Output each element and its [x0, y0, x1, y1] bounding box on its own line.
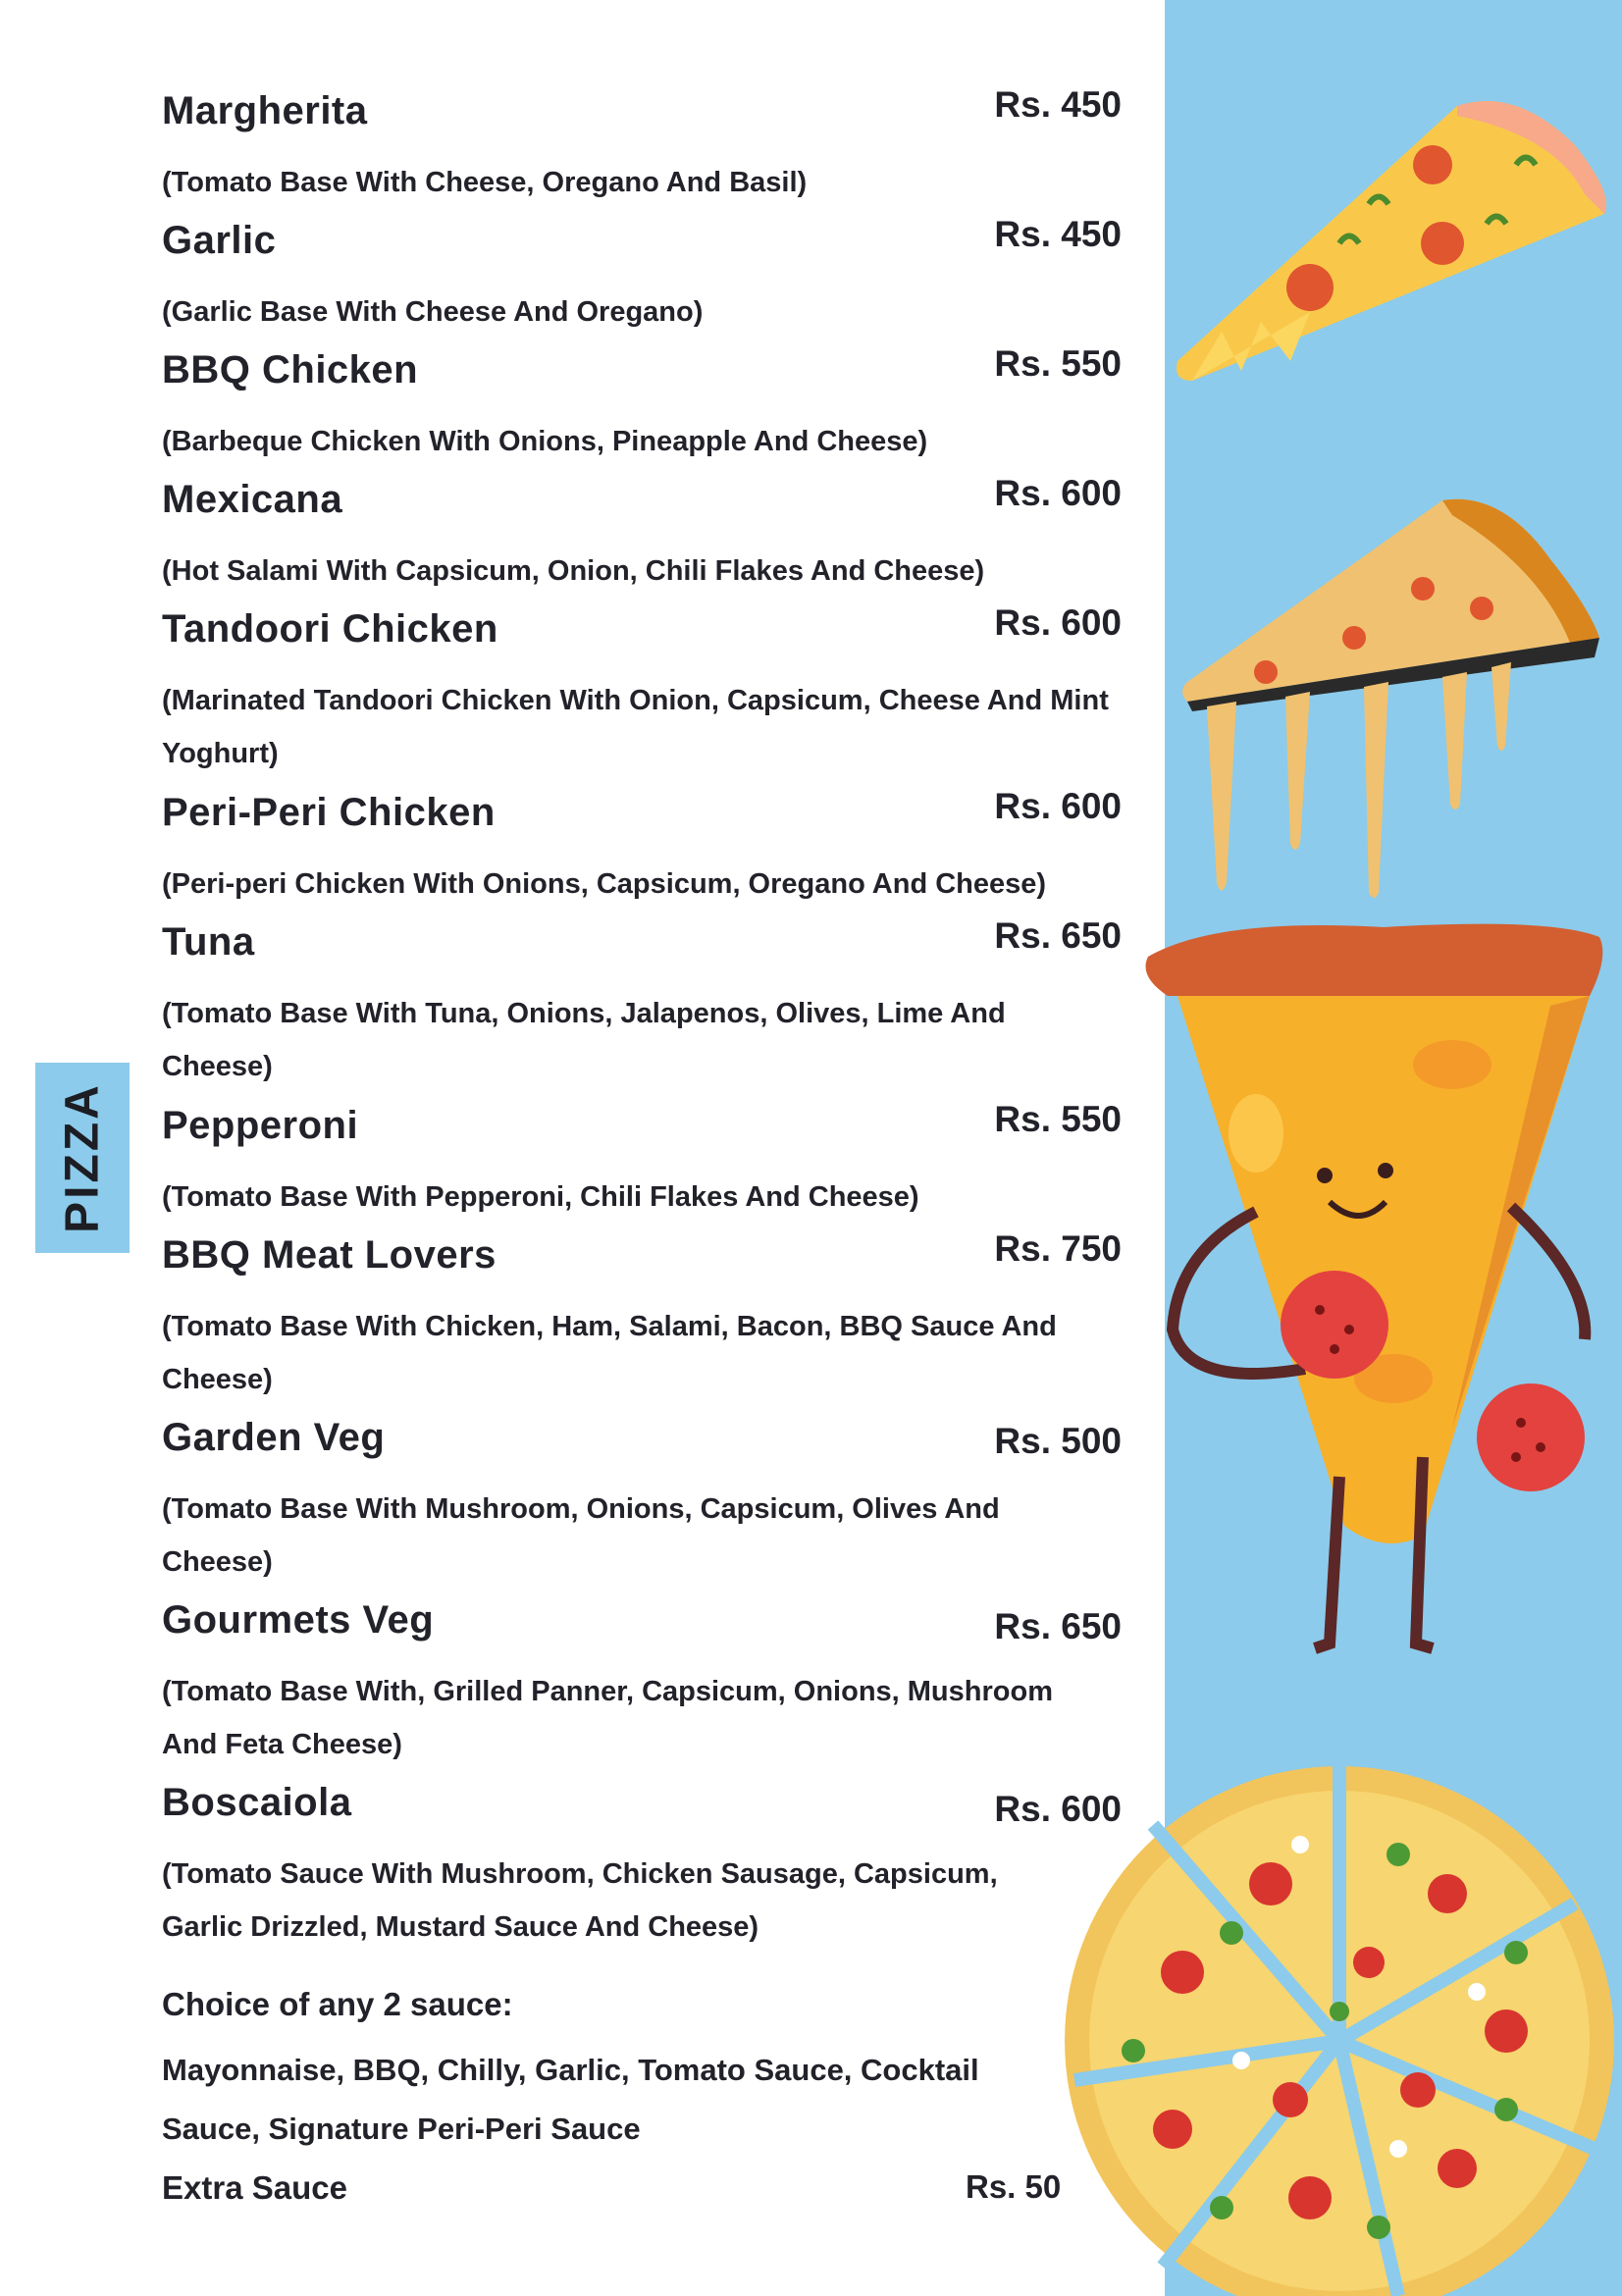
item-name: Margherita: [162, 89, 368, 132]
item-description: (Tomato Base With, Grilled Panner, Capsicum, Onions, Mushroom And Feta Cheese): [162, 1676, 1053, 1760]
item-name: Tandoori Chicken: [162, 607, 498, 651]
item-price: Rs. 600: [994, 602, 1122, 643]
item-name: Gourmets Veg: [162, 1598, 435, 1642]
item-description: (Tomato Sauce With Mushroom, Chicken Sausage, Capsicum, Garlic Drizzled, Mustard Sauce And Cheese): [162, 1858, 998, 1943]
sauce-choice-title: Choice of any 2 sauce:: [162, 1986, 513, 2022]
section-title: PIZZA: [56, 1082, 109, 1233]
item-name: Mexicana: [162, 478, 343, 521]
item-name: Garden Veg: [162, 1416, 386, 1459]
item-description: (Marinated Tandoori Chicken With Onion, Capsicum, Cheese And Mint Yoghurt): [162, 685, 1109, 769]
item-price: Rs. 450: [994, 214, 1122, 254]
item-price: Rs. 600: [994, 786, 1122, 826]
item-price: Rs. 650: [994, 1606, 1122, 1646]
item-price: Rs. 450: [994, 84, 1122, 125]
item-name: Tuna: [162, 920, 255, 964]
item-name: Boscaiola: [162, 1781, 352, 1824]
item-price: Rs. 750: [994, 1228, 1122, 1269]
item-description: (Hot Salami With Capsicum, Onion, Chili Flakes And Cheese): [162, 555, 985, 587]
sauce-list: Mayonnaise, BBQ, Chilly, Garlic, Tomato Sauce, Cocktail Sauce, Signature Peri-Peri Sauce: [162, 2053, 979, 2146]
item-price: Rs. 550: [994, 1099, 1122, 1139]
item-description: (Tomato Base With Cheese, Oregano And Basil): [162, 167, 808, 198]
item-description: (Peri-peri Chicken With Onions, Capsicum, Oregano And Cheese): [162, 868, 1047, 900]
item-name: Garlic: [162, 219, 277, 262]
item-description: (Tomato Base With Chicken, Ham, Salami, Bacon, BBQ Sauce And Cheese): [162, 1311, 1057, 1395]
item-description: (Tomato Base With Tuna, Onions, Jalapenos, Olives, Lime And Cheese): [162, 998, 1006, 1082]
whole-pizza-illustration: [1045, 1737, 1622, 2296]
item-description: (Barbeque Chicken With Onions, Pineapple And Cheese): [162, 426, 928, 457]
extra-sauce-label: Extra Sauce: [162, 2169, 347, 2206]
item-price: Rs. 600: [994, 1789, 1122, 1829]
pizza-slice-illustration: [1163, 86, 1614, 400]
pizza-mascot-illustration: [1138, 917, 1622, 1663]
item-description: (Tomato Base With Pepperoni, Chili Flakes And Cheese): [162, 1181, 919, 1213]
section-tag: [35, 1063, 130, 1253]
item-price: Rs. 650: [994, 915, 1122, 956]
item-name: Peri-Peri Chicken: [162, 791, 496, 834]
item-name: Pepperoni: [162, 1104, 359, 1147]
item-name: BBQ Meat Lovers: [162, 1233, 497, 1277]
item-price: Rs. 600: [994, 473, 1122, 513]
item-description: (Tomato Base With Mushroom, Onions, Capsicum, Olives And Cheese): [162, 1493, 1000, 1578]
item-price: Rs. 500: [994, 1421, 1122, 1461]
extra-sauce-price: Rs. 50: [966, 2168, 1062, 2205]
item-price: Rs. 550: [994, 343, 1122, 384]
item-name: BBQ Chicken: [162, 348, 419, 391]
dripping-pizza-slice-illustration: [1177, 491, 1609, 903]
item-description: (Garlic Base With Cheese And Oregano): [162, 296, 704, 328]
